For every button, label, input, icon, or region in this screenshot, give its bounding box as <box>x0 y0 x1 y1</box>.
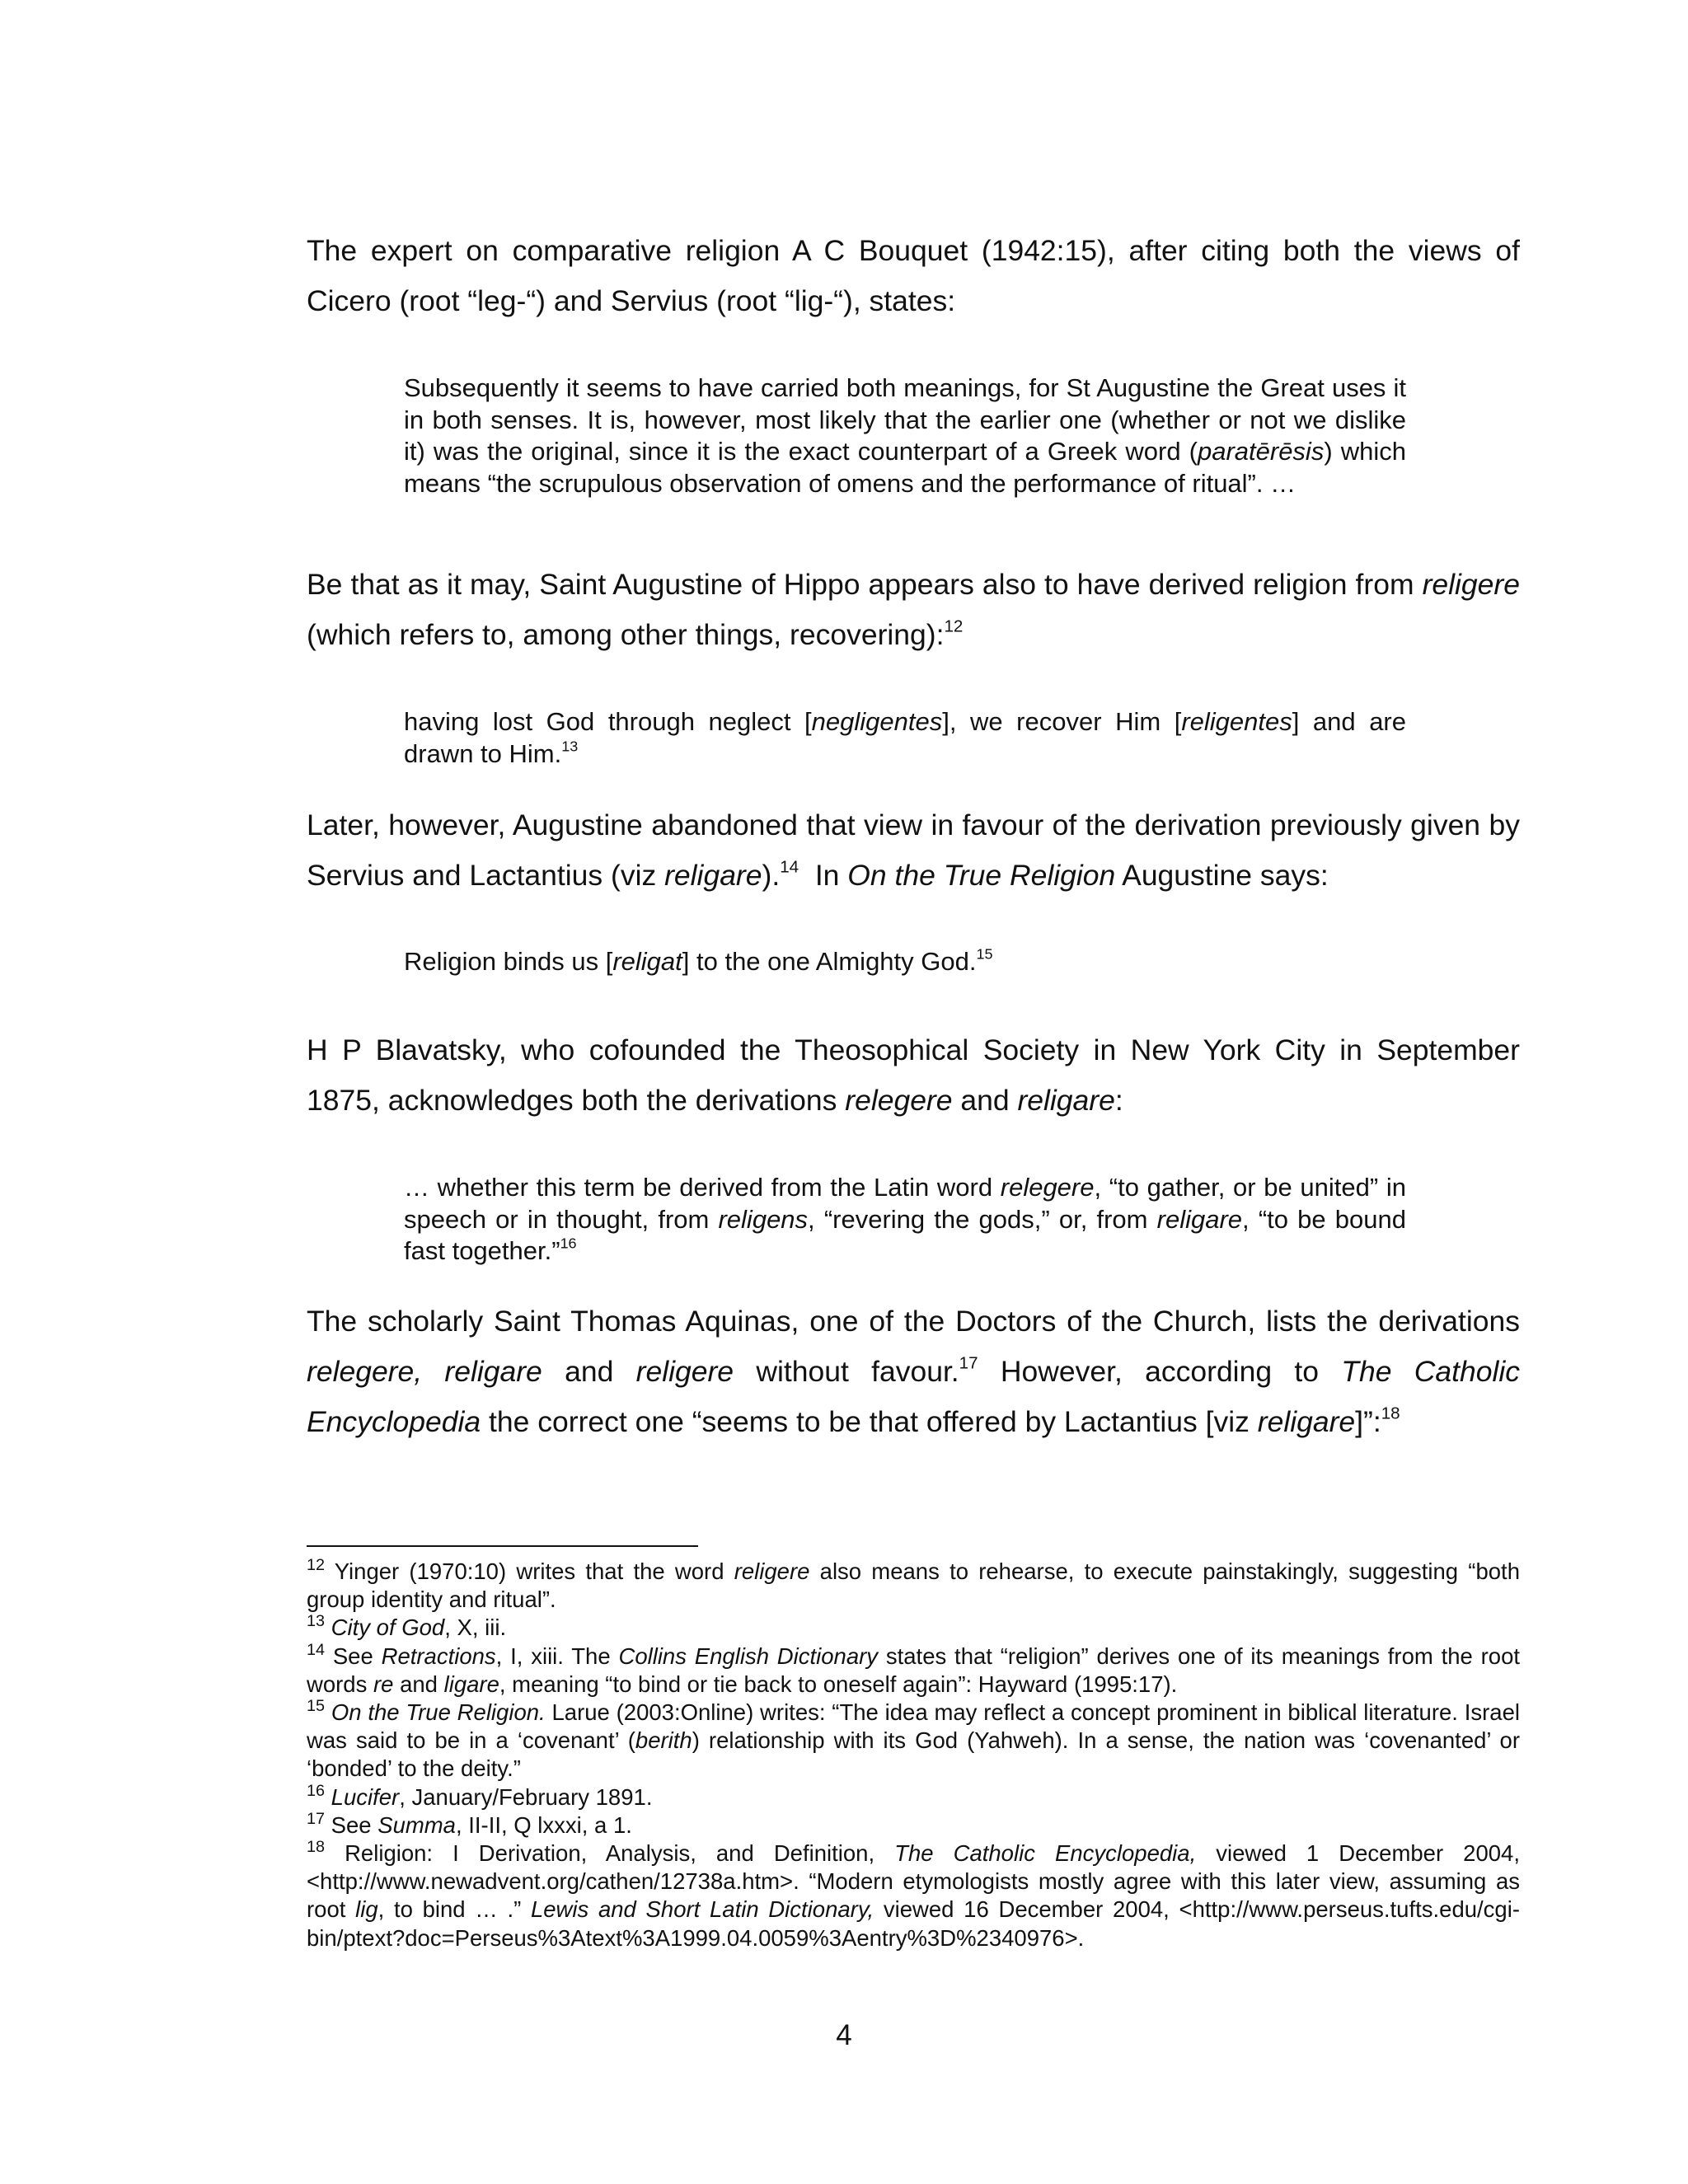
quote-italic-term: religat <box>612 947 682 976</box>
footnote-17 <box>307 1811 1520 1840</box>
footnote-text: viewed 1 December 2004, <http://www.newadvent.org/cathen/12738a.htm>. “Modern etymologists mostly agree with this later view, assuming as root <box>307 1840 1520 1923</box>
quote-text: , “to gather, or be united” in speech or in thought, from <box>404 1173 1406 1234</box>
italic-title: On the True Religion <box>847 859 1116 892</box>
footnote-italic: Retractions <box>381 1643 496 1669</box>
footnote-text: , II-II, Q lxxxi, a 1. <box>455 1811 632 1838</box>
footnote-italic: Summa <box>377 1811 456 1838</box>
quote-italic-term: religentes <box>1181 707 1292 736</box>
footnote-number: 16 <box>307 1781 326 1800</box>
footnote-text: See <box>325 1643 382 1669</box>
footnote-text: Larue (2003:Online) writes: “The idea may reflect a concept prominent in biblical literature. Israel was said to be in a ‘covenant’ ( <box>307 1699 1520 1754</box>
footnote-italic: City of God <box>331 1615 445 1641</box>
footnotes-section <box>307 1558 1520 1952</box>
footnote-text: and <box>393 1671 444 1697</box>
footnote-italic: ligare <box>443 1671 499 1697</box>
quote-italic-term: relegere <box>1000 1173 1095 1202</box>
footnote-14 <box>307 1640 1521 1699</box>
footnote-italic: Lewis and Short Latin Dictionary, <box>530 1896 874 1923</box>
quote-text: … whether this term be derived from the Latin word <box>404 1173 1001 1202</box>
footnote-text: See <box>325 1811 378 1838</box>
quote-italic-term: negligentes <box>811 707 943 736</box>
italic-term: religare <box>1017 1084 1115 1117</box>
paragraph-text: H P Blavatsky, who cofounded the Theosophical Society in New York City in September 1875, acknowledges both the derivations <box>307 1033 1520 1117</box>
footnote-text: ) relationship with its God (Yahweh). In a sense, the nation was ‘covenanted’ or ‘bonded’ to the deity.” <box>307 1727 1520 1782</box>
paragraph-augustine-religere <box>307 560 1520 660</box>
footnote-number: 12 <box>307 1556 326 1575</box>
footnote-text: viewed 16 December 2004, <http://www.perseus.tufts.edu/cgi-bin/ptext?doc=Perseus%3Atext%3A1999.04.0059%3Aentry%3D%2340976>. <box>307 1896 1520 1951</box>
footnote-text: , I, xiii. The <box>495 1643 619 1669</box>
footnote-ref-13[interactable]: 13 <box>561 738 579 755</box>
footnote-12 <box>307 1558 1520 1614</box>
italic-term: relegere, religare <box>307 1355 542 1388</box>
quote-italic-term: religare <box>1156 1204 1243 1234</box>
quote-text: ] and are drawn to Him. <box>404 707 1406 768</box>
quote-text: ], we recover Him [ <box>942 707 1182 736</box>
quote-text: ) which means “the scrupulous observation of omens and the performance of ritual”. … <box>404 437 1406 498</box>
paragraph-text: ]”: <box>1355 1405 1381 1438</box>
footnote-text: , meaning “to bind or tie back to oneself again”: Hayward (1995:17). <box>499 1671 1178 1697</box>
paragraph-text: Be that as it may, Saint Augustine of Hippo appears also to have derived religion from <box>307 568 1423 601</box>
quote-text: Subsequently it seems to have carried both meanings, for St Augustine the Great uses it in both senses. It is, however, most likely that the earlier one (whether or not we dislike it) was the original, since it is the exact counterpart of a Greek word ( <box>404 373 1406 466</box>
footnote-ref-18[interactable]: 18 <box>1381 1404 1400 1423</box>
footnote-text: Religion: I Derivation, Analysis, and Definition, <box>325 1840 895 1867</box>
footnote-15 <box>307 1699 1520 1783</box>
footnote-13 <box>307 1614 1520 1642</box>
footnote-separator <box>307 1545 698 1547</box>
footnote-italic: re <box>373 1671 394 1697</box>
block-quote-augustine <box>404 706 1406 770</box>
paragraph-aquinas <box>307 1296 1520 1447</box>
footnote-number: 13 <box>307 1612 326 1631</box>
paragraph-text: In <box>799 859 848 892</box>
paragraph-text: The expert on comparative religion A C Bouquet (1942:15), after citing both the views of Cicero (root “leg-“) and Servius (root “lig-“), states: <box>307 234 1520 317</box>
footnote-number: 18 <box>307 1838 326 1857</box>
italic-term: religare <box>664 859 762 892</box>
paragraph-text: and <box>542 1355 636 1388</box>
footnote-number: 15 <box>307 1697 326 1716</box>
footnote-italic: lig <box>355 1896 378 1923</box>
paragraph-text: Augustine says: <box>1115 859 1329 892</box>
block-quote-true-religion <box>404 946 1406 978</box>
paragraph-text: the correct one “seems to be that offered by Lactantius [viz <box>481 1405 1258 1438</box>
paragraph-text: Later, however, Augustine abandoned that view in favour of the derivation previously given by Servius and Lactantius (viz <box>307 808 1520 892</box>
paragraph-text: (which refers to, among other things, recovering): <box>307 618 945 651</box>
italic-term: religere <box>1422 568 1520 601</box>
footnote-italic: On the True Religion. <box>331 1699 546 1726</box>
italic-title: The Catholic Encyclopedia <box>307 1355 1520 1438</box>
footnote-16 <box>307 1783 1520 1811</box>
quote-text: Religion binds us [ <box>404 947 613 976</box>
paragraph-augustine-religare <box>307 800 1520 901</box>
quote-text: , “to be bound fast together.” <box>404 1204 1406 1265</box>
footnote-italic: Collins English Dictionary <box>618 1643 879 1669</box>
footnote-italic: Lucifer <box>331 1783 400 1810</box>
quote-text: ] to the one Almighty God. <box>682 947 977 976</box>
footnote-text <box>325 1699 331 1725</box>
footnote-text <box>325 1784 331 1810</box>
quote-text: having lost God through neglect [ <box>404 707 812 736</box>
paragraph-text: ). <box>762 859 781 892</box>
paragraph-text: and <box>952 1084 1018 1117</box>
footnote-number: 14 <box>307 1640 326 1659</box>
quote-italic-term: religens <box>718 1204 809 1234</box>
footnote-ref-16[interactable]: 16 <box>560 1235 577 1252</box>
footnote-text <box>325 1615 331 1640</box>
block-quote-bouquet <box>404 373 1406 499</box>
footnote-18 <box>307 1840 1520 1952</box>
paragraph-blavatsky <box>307 1025 1520 1126</box>
paragraph-bouquet <box>307 226 1520 326</box>
footnote-text: Yinger (1970:10) writes that the word <box>325 1558 734 1584</box>
paragraph-text: However, according to <box>978 1355 1342 1388</box>
block-quote-blavatsky <box>404 1172 1406 1268</box>
italic-term: religare <box>1257 1405 1356 1438</box>
footnote-text: , to bind … .” <box>377 1896 531 1923</box>
footnote-ref-12[interactable]: 12 <box>944 616 964 636</box>
quote-italic-term: paratērēsis <box>1197 437 1325 466</box>
paragraph-text: without favour. <box>734 1355 959 1388</box>
italic-term: religere <box>635 1355 734 1388</box>
footnote-text: , January/February 1891. <box>399 1783 653 1810</box>
footnote-number: 17 <box>307 1809 326 1828</box>
page-number: 4 <box>836 2019 852 2051</box>
footnote-italic: berith <box>635 1727 692 1754</box>
footnote-ref-17[interactable]: 17 <box>959 1353 978 1373</box>
footnote-ref-14[interactable]: 14 <box>780 857 799 877</box>
footnote-ref-15[interactable]: 15 <box>976 945 993 963</box>
footnote-text: states that “religion” derives one of its meanings from the root words <box>307 1643 1521 1697</box>
paragraph-text: The scholarly Saint Thomas Aquinas, one of the Doctors of the Church, lists the derivations <box>307 1305 1520 1338</box>
footnote-italic: The Catholic Encyclopedia, <box>894 1840 1197 1867</box>
italic-term: relegere <box>845 1084 953 1117</box>
footnote-text: also means to rehearse, to execute painstakingly, suggesting “both group identity and ritual”. <box>307 1558 1520 1613</box>
footnote-text: , X, iii. <box>444 1615 507 1641</box>
quote-text: , “revering the gods,” or, from <box>808 1204 1157 1234</box>
footnote-italic: religere <box>734 1558 810 1584</box>
paragraph-text: : <box>1114 1084 1123 1117</box>
